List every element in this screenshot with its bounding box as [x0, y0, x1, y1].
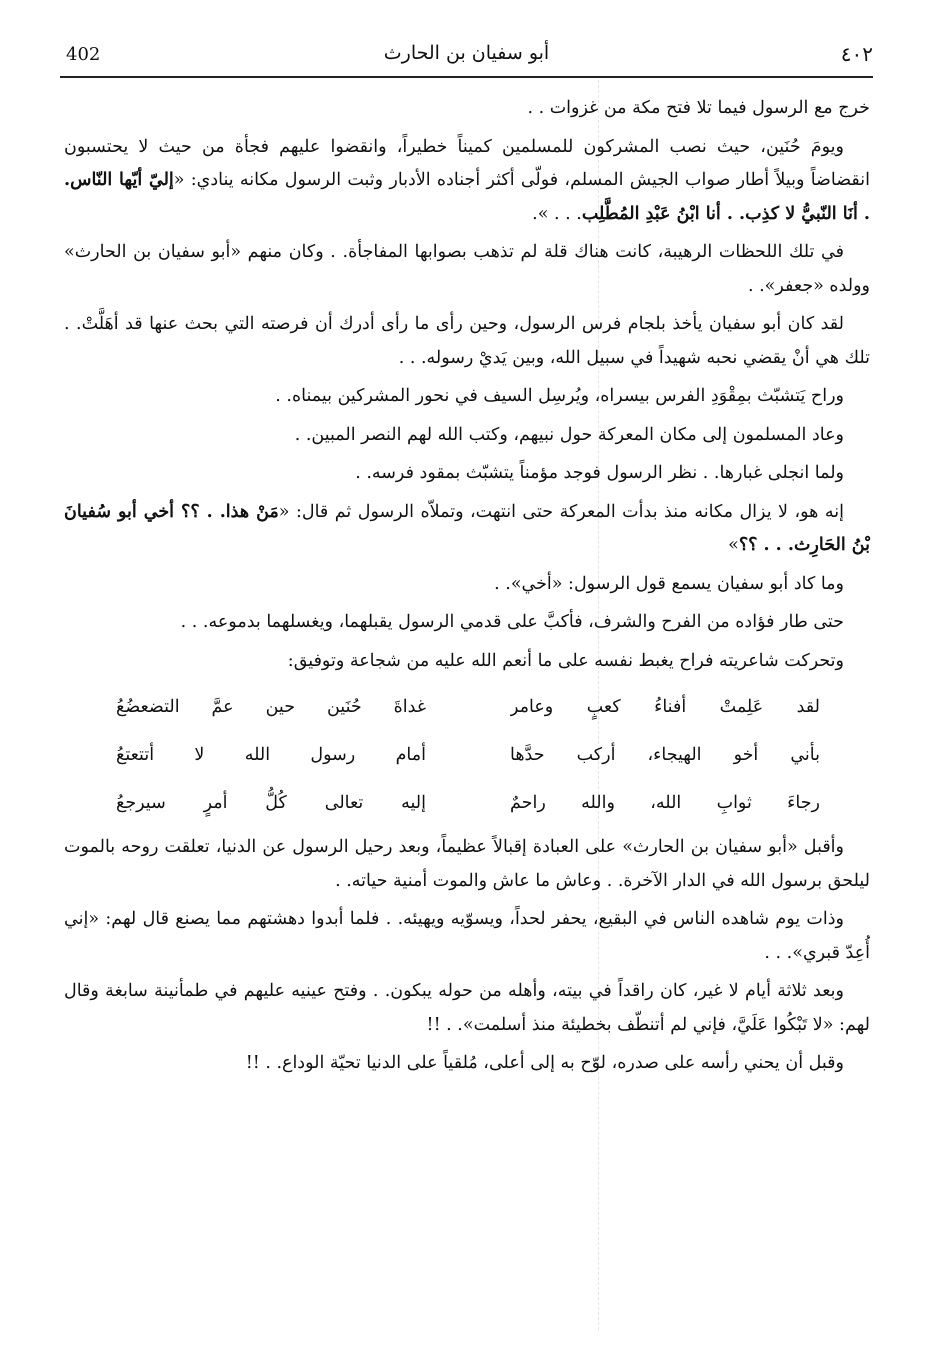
- running-title: أبو سفيان بن الحارث: [383, 42, 550, 64]
- paragraph-15: وقبل أن يحني رأسه على صدره، لوّح به إلى أعلى، مُلقياً على الدنيا تحيّة الوداع. . !!: [245, 1053, 844, 1073]
- poem-verse: [64, 779, 870, 827]
- poem-verse: [64, 731, 870, 779]
- poem: [64, 683, 870, 827]
- paragraph-12: وأقبل «أبو سفيان بن الحارث» على العبادة إقبالاً عظيماً، وبعد رحيل الرسول عن الدنيا، تعلقت روحه بالموت ليلحق برسول الله في الدار الآخرة. . وعاش ما عاش والموت أمنية حياته. .: [64, 837, 870, 891]
- paragraph-3: في تلك اللحظات الرهيبة، كانت هناك قلة لم تذهب بصوابها المفاجأة. . وكان منهم «أبو سفيان بن الحارث» وولده «جعفر». .: [64, 242, 870, 296]
- verse-second-hemistich: أمام رسول الله لا أتتعتعُ: [116, 745, 426, 765]
- verse-second-hemistich: غداةَ حُنَين حين عمَّ التضعضُعُ: [116, 697, 426, 717]
- header-rule: [60, 76, 873, 78]
- paragraph-14: وبعد ثلاثة أيام لا غير، كان راقداً في بيته، وأهله من حوله يبكون. . وفتح عينيه عليهم في طمأنينة سابغة وقال لهم: «لا تَبْكُوا عَلَيَّ، فإني لم أتنطّف بخطيئة منذ أسلمت». . !!: [64, 981, 870, 1035]
- verse-first-hemistich: لقد عَلِمتْ أفناءُ كعبٍ وعامر: [510, 697, 820, 717]
- prophet-call-quote: إليّ أيّها النّاس. . أنَا النّبيُّ لا كذِب. . أنا ابْنُ عَبْدِ المُطَّلِب: [64, 170, 870, 224]
- paragraph-5: وراح يَتشبّث بمِقْوَدِ الفرس بيسراه، ويُرسِل السيف في نحور المشركين بيمناه. .: [275, 386, 844, 406]
- paragraph-6: وعاد المسلمون إلى مكان المعركة حول نبيهم، وكتب الله لهم النصر المبين. .: [294, 424, 844, 445]
- paragraph-4: لقد كان أبو سفيان يأخذ بلجام فرس الرسول، وحين رأى ما رأى أدرك أن فرصته التي بحث عنها قد أهَلَّتْ. . تلك هي أنْ يقضي نحبه شهيداً في سبيل الله، وبين يَديْ رسوله. . .: [64, 314, 870, 368]
- page-number-arabic: ٤٠٢: [840, 42, 873, 66]
- paragraph-7: ولما انجلى غبارها. . نظر الرسول فوجد مؤمناً يتشبّث بمقود فرسه. .: [355, 463, 844, 483]
- paragraph-8-text: إنه هو، لا يزال مكانه منذ بدأت المعركة حتى انتهت، وتملاّه الرسول ثم قال: «: [278, 501, 845, 522]
- verse-first-hemistich: بأني أخو الهيجاء، أركب حدَّها: [510, 745, 820, 765]
- paragraph-11: وتحركت شاعريته فراح يغبط نفسه على ما أنعم الله عليه من شجاعة وتوفيق:: [287, 650, 844, 671]
- page-body: [64, 92, 870, 1086]
- paragraph-2-end: . . . ».: [532, 203, 582, 224]
- page-number-latin: 402: [66, 44, 101, 65]
- paragraph-13: وذات يوم شاهده الناس في البقيع، يحفر لحداً، ويسوّيه ويهيئه. . فلما أبدوا دهشتهم مما يصنع قال لهم: «إني أُعِدّ قبري». . .: [64, 909, 870, 963]
- prophet-question-quote: مَنْ هذا. . ؟؟ أخي أبو سُفيانَ بْنُ الحَارِث. . . ؟؟: [64, 501, 870, 555]
- verse-first-hemistich: رجاءَ ثوابِ الله، والله راحمٌ: [510, 793, 820, 813]
- paragraph-1: خرج مع الرسول فيما تلا فتح مكة من غزوات . .: [527, 98, 870, 118]
- poem-verse: [64, 683, 870, 731]
- paragraph-2-text: ويومَ حُنَين، حيث نصب المشركون للمسلمين كميناً خطيراً، وانقضوا عليهم فجأة من حيث لا يحتسبون انقضاضاً وبيلاً أطار صواب الجيش المسلم، فولّى أكثر أجناده الأدبار وثبت الرسول مكانه ينادي: «: [64, 136, 871, 190]
- verse-second-hemistich: إليه تعالى كُلُّ أمرٍ سيرجعُ: [116, 793, 426, 813]
- page-header: [60, 36, 873, 76]
- paragraph-8-end: »: [728, 535, 739, 555]
- paragraph-2: [64, 131, 870, 232]
- paragraph-10: حتى طار فؤاده من الفرح والشرف، فأكبَّ على قدمي الرسول يقبلهما، ويغسلهما بدموعه. . .: [180, 612, 844, 632]
- paragraph-8: [64, 496, 870, 563]
- paragraph-9: وما كاد أبو سفيان يسمع قول الرسول: «أخي». .: [494, 573, 844, 594]
